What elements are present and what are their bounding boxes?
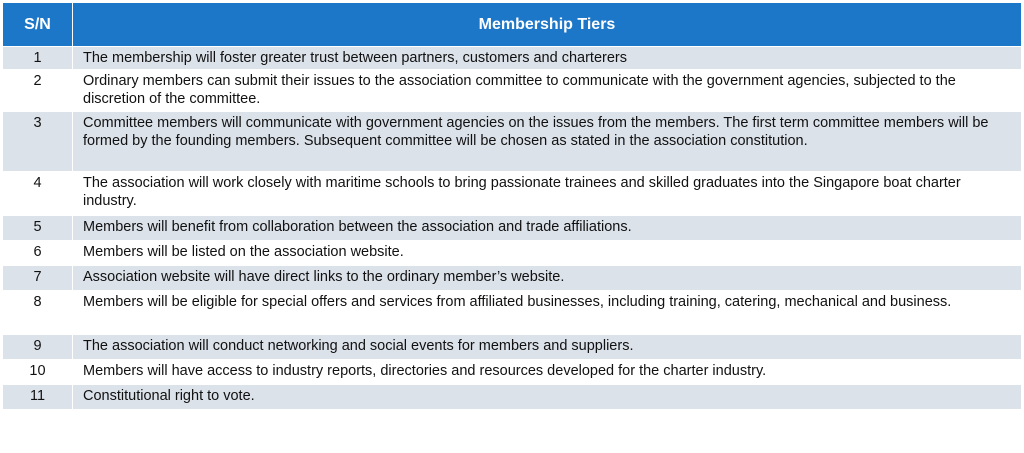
row-text: Members will have access to industry reports, directories and resources developed for the charter industry. (73, 360, 1022, 385)
row-text: Committee members will communicate with government agencies on the issues from the members. The first term committee members will be formed by the founding members. Subsequent committee will be chosen as stated in the association constitution. (73, 112, 1022, 172)
table-header-row (3, 3, 1022, 47)
row-sn: 1 (3, 47, 73, 70)
row-text: The membership will foster greater trust between partners, customers and charterers (73, 47, 1022, 70)
row-sn: 6 (3, 241, 73, 266)
header-title: Membership Tiers (73, 3, 1022, 47)
table-row (3, 385, 1022, 410)
row-sn: 11 (3, 385, 73, 410)
header-sn: S/N (3, 3, 73, 47)
row-sn: 10 (3, 360, 73, 385)
row-text: The association will conduct networking and social events for members and suppliers. (73, 335, 1022, 360)
row-sn: 4 (3, 172, 73, 216)
row-sn: 3 (3, 112, 73, 172)
row-sn: 7 (3, 266, 73, 291)
row-text: Members will be listed on the association website. (73, 241, 1022, 266)
membership-tiers-table (2, 2, 1022, 410)
table-row (3, 172, 1022, 216)
table-row (3, 112, 1022, 172)
table-row (3, 360, 1022, 385)
row-sn: 5 (3, 216, 73, 241)
table-row (3, 335, 1022, 360)
row-sn: 2 (3, 70, 73, 112)
table-row (3, 70, 1022, 112)
table-row (3, 47, 1022, 70)
row-sn: 8 (3, 291, 73, 335)
row-text: Ordinary members can submit their issues to the association committee to communicate with the government agencies, subjected to the discretion of the committee. (73, 70, 1022, 112)
table-row (3, 291, 1022, 335)
row-text: Constitutional right to vote. (73, 385, 1022, 410)
row-text: Members will benefit from collaboration between the association and trade affiliations. (73, 216, 1022, 241)
table-row (3, 266, 1022, 291)
row-sn: 9 (3, 335, 73, 360)
row-text: The association will work closely with maritime schools to bring passionate trainees and skilled graduates into the Singapore boat charter industry. (73, 172, 1022, 216)
table-row (3, 241, 1022, 266)
row-text: Members will be eligible for special offers and services from affiliated businesses, including training, catering, mechanical and business. (73, 291, 1022, 335)
row-text: Association website will have direct links to the ordinary member’s website. (73, 266, 1022, 291)
table-row (3, 216, 1022, 241)
